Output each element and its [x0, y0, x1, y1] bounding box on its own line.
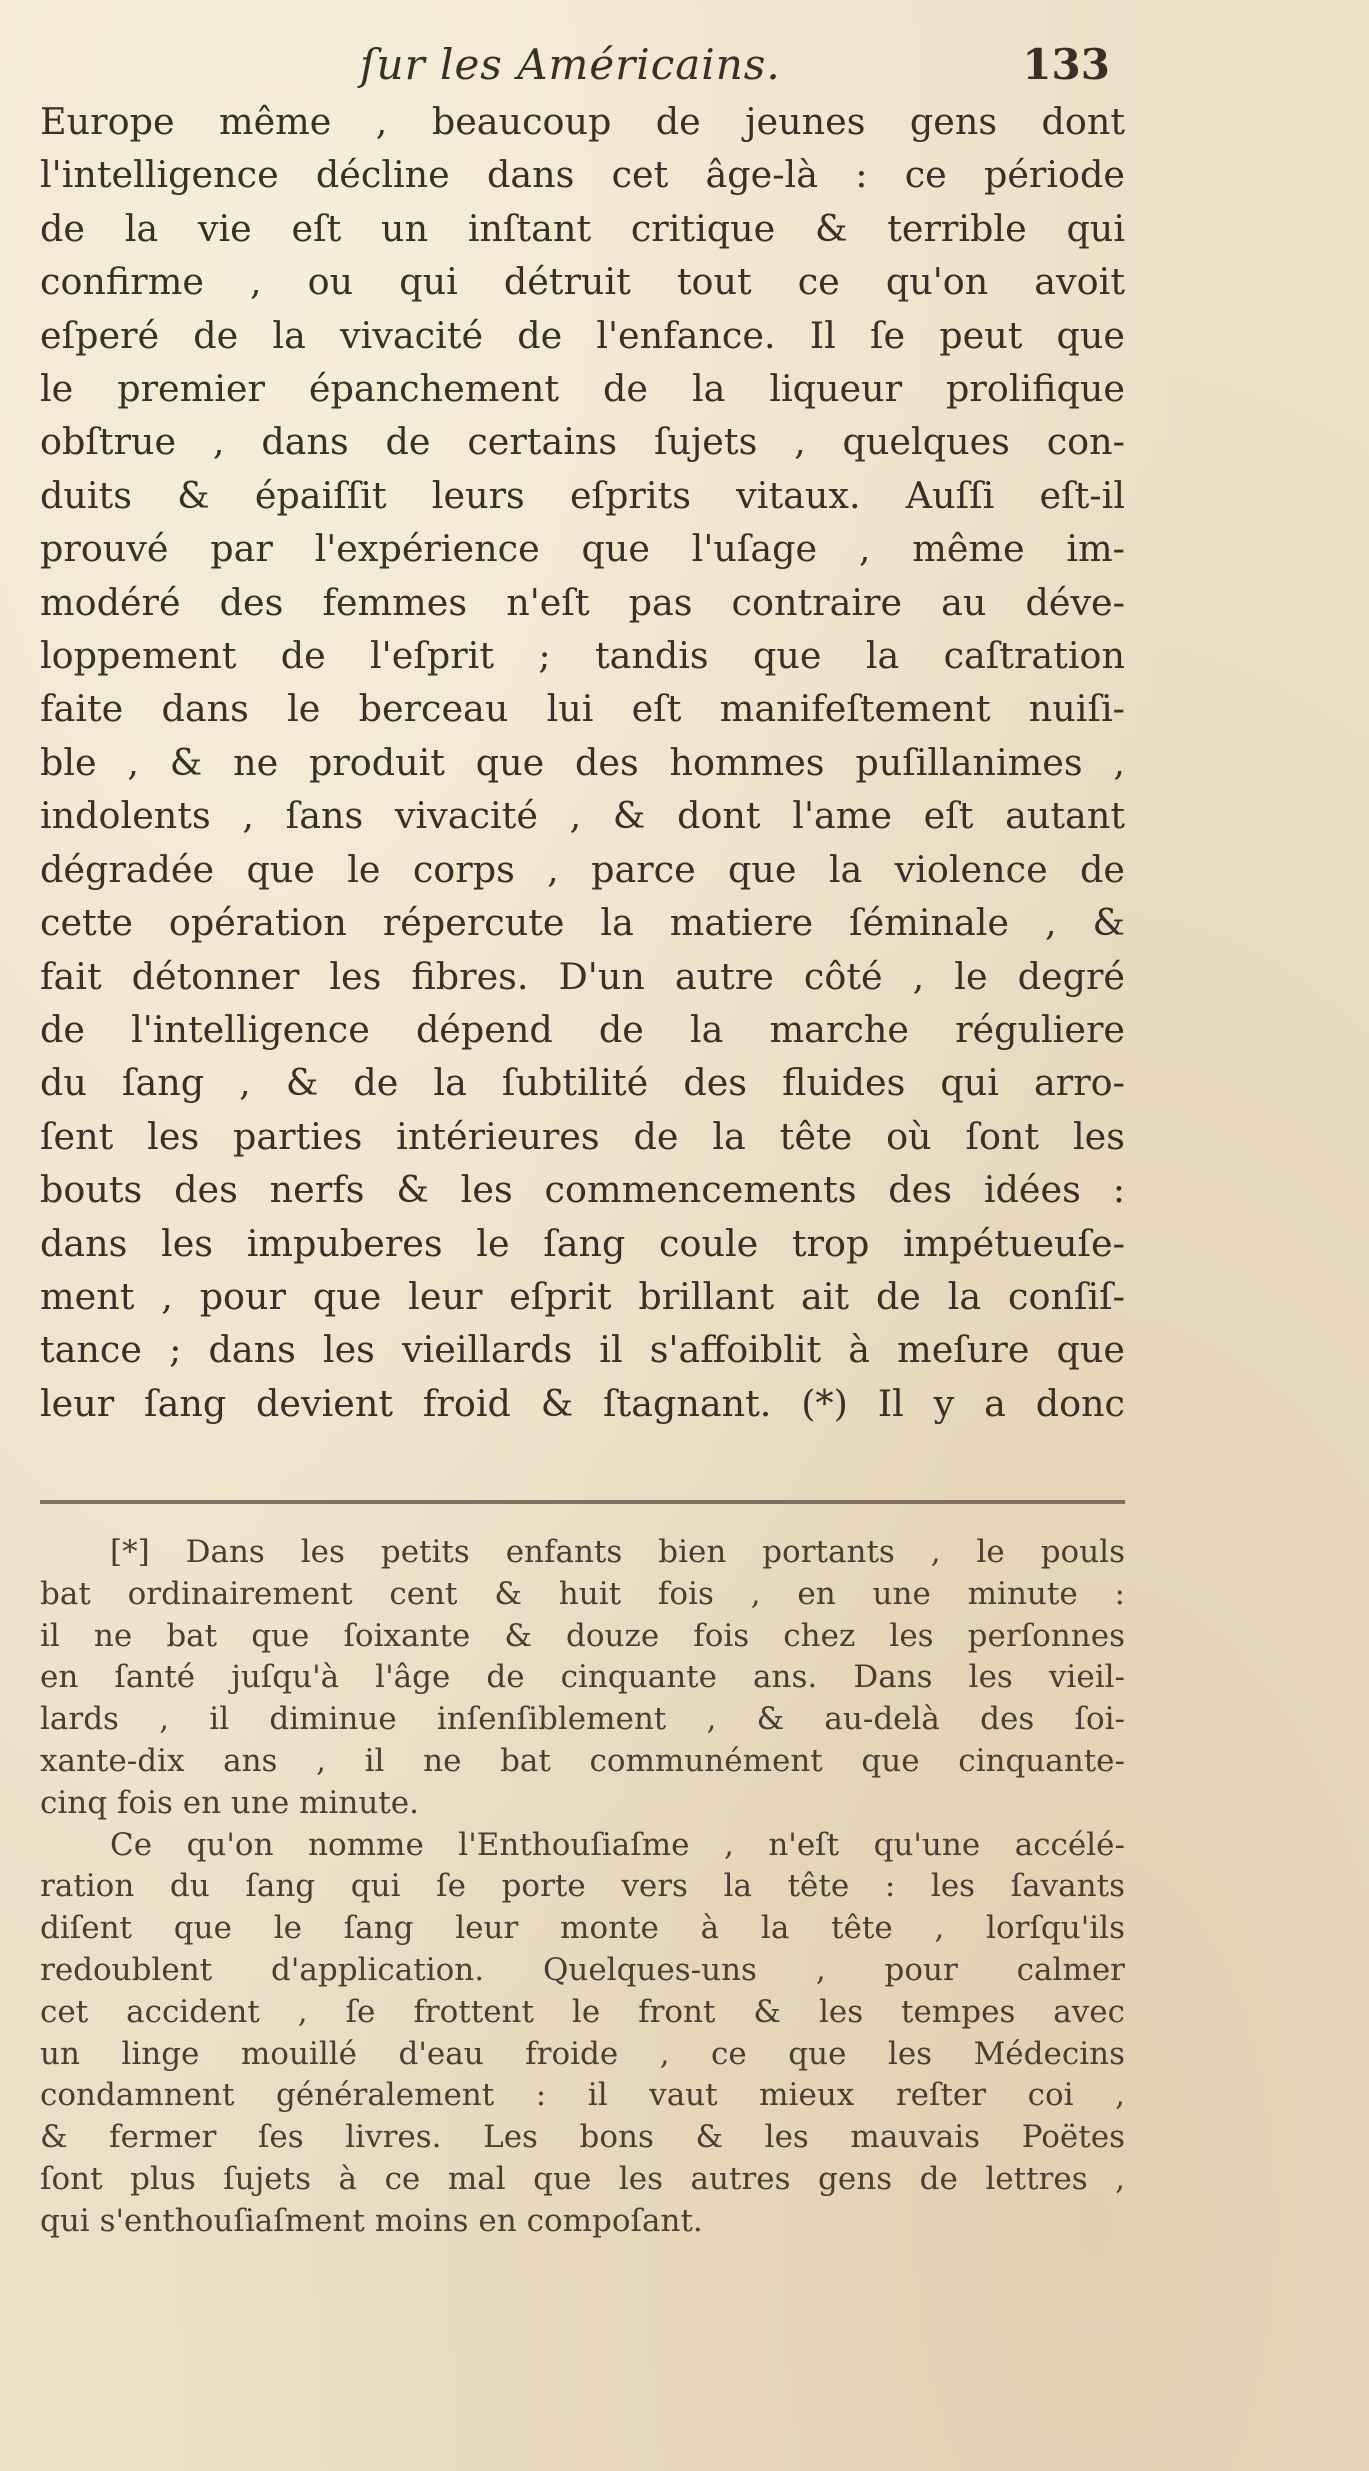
main-text: [40, 95, 1125, 1430]
text-line: ſent les parties intérieures de la tête où ſont les: [40, 1114, 1125, 1158]
footnote-line: xante-dix ans , il ne bat communément que cinquante-: [40, 1742, 1125, 1779]
footnote-line: il ne bat que ſoixante & douze fois chez les perſonnes: [40, 1617, 1125, 1654]
footnote-2: [40, 1825, 1125, 1867]
text-line: dans les impuberes le ſang coule trop impétueuſe-: [40, 1221, 1125, 1265]
text-line: tance ; dans les vieillards il s'affoiblit à meſure que: [40, 1328, 1125, 1372]
footnote-1: [40, 1532, 1125, 1574]
text-line: du ſang , & de la ſubtilité des fluides qui arro-: [40, 1061, 1125, 1105]
text-line: ment , pour que leur eſprit brillant ait de la conſiſ-: [40, 1274, 1125, 1318]
text-line: indolents , ſans vivacité , & dont l'ame eſt autant: [40, 794, 1125, 838]
footnote-line: un linge mouillé d'eau froide , ce que les Médecins: [40, 2035, 1125, 2072]
text-line: ble , & ne produit que des hommes puſillanimes ,: [40, 740, 1125, 784]
text-line: prouvé par l'expérience que l'uſage , même im-: [40, 527, 1125, 571]
footnote-line: lards , il diminue inſenſiblement , & au-delà des ſoi-: [40, 1701, 1125, 1738]
footnote-line: Ce qu'on nomme l'Enthouſiaſme , n'eſt qu'une accélé-: [110, 1826, 1125, 1863]
text-line: cette opération répercute la matiere ſéminale , &: [40, 901, 1125, 945]
page-number: 133: [1022, 40, 1110, 89]
text-line: loppement de l'eſprit ; tandis que la caſtration: [40, 634, 1125, 678]
text-line: l'intelligence décline dans cet âge-là : ce période: [40, 153, 1125, 197]
footnote-line: redoublent d'application. Quelques-uns , pour calmer: [40, 1951, 1125, 1988]
footnote-divider: [40, 1500, 1125, 1504]
footnote-line: condamnent généralement : il vaut mieux reſter coi ,: [40, 2077, 1125, 2114]
footnote-line: cinq fois en une minute.: [40, 1784, 419, 1821]
text-line: modéré des femmes n'eſt pas contraire au déve-: [40, 580, 1125, 624]
text-line: dégradée que le corps , parce que la violence de: [40, 847, 1125, 891]
text-line: leur ſang devient froid & ſtagnant. (*) Il y a donc: [40, 1381, 1125, 1425]
text-line: eſperé de la vivacité de l'enfance. Il ſe peut que: [40, 313, 1125, 357]
footnote-line: [*] Dans les petits enfants bien portants , le pouls: [110, 1534, 1125, 1570]
footnote-line: & fermer ſes livres. Les bons & les mauvais Poëtes: [40, 2119, 1125, 2156]
footnote-line: qui s'enthouſiaſment moins en compoſant.: [40, 2202, 703, 2239]
footnote-line: ſont plus ſujets à ce mal que les autres gens de lettres ,: [40, 2160, 1125, 2197]
footnote-line: diſent que le ſang leur monte à la tête , lorſqu'ils: [40, 1910, 1125, 1947]
footnotes: [40, 1532, 1125, 2243]
text-line: obſtrue , dans de certains ſujets , quelques con-: [40, 420, 1125, 464]
text-line: de l'intelligence dépend de la marche réguliere: [40, 1007, 1125, 1051]
text-line: faite dans le berceau lui eſt manifeſtement nuiſi-: [40, 687, 1125, 731]
running-head: [40, 40, 1110, 100]
running-title: ſur les Américains.: [360, 40, 781, 89]
footnote-line: ration du ſang qui ſe porte vers la tête : les ſavants: [40, 1868, 1125, 1905]
text-line: Europe même , beaucoup de jeunes gens dont: [40, 100, 1125, 143]
text-line: le premier épanchement de la liqueur prolifique: [40, 367, 1125, 411]
footnote-line: cet accident , ſe frottent le front & les tempes avec: [40, 1993, 1125, 2030]
text-line: de la vie eſt un inſtant critique & terrible qui: [40, 206, 1125, 250]
text-line: confirme , ou qui détruit tout ce qu'on avoit: [40, 260, 1125, 304]
footnote-line: en ſanté juſqu'à l'âge de cinquante ans. Dans les vieil-: [40, 1659, 1125, 1696]
footnote-line: bat ordinairement cent & huit fois , en une minute :: [40, 1575, 1125, 1612]
text-line: bouts des nerfs & les commencements des idées :: [40, 1168, 1125, 1212]
text-line: fait détonner les fibres. D'un autre côté , le degré: [40, 954, 1125, 998]
text-line: duits & épaiſſit leurs eſprits vitaux. Auſſi eſt-il: [40, 473, 1125, 517]
